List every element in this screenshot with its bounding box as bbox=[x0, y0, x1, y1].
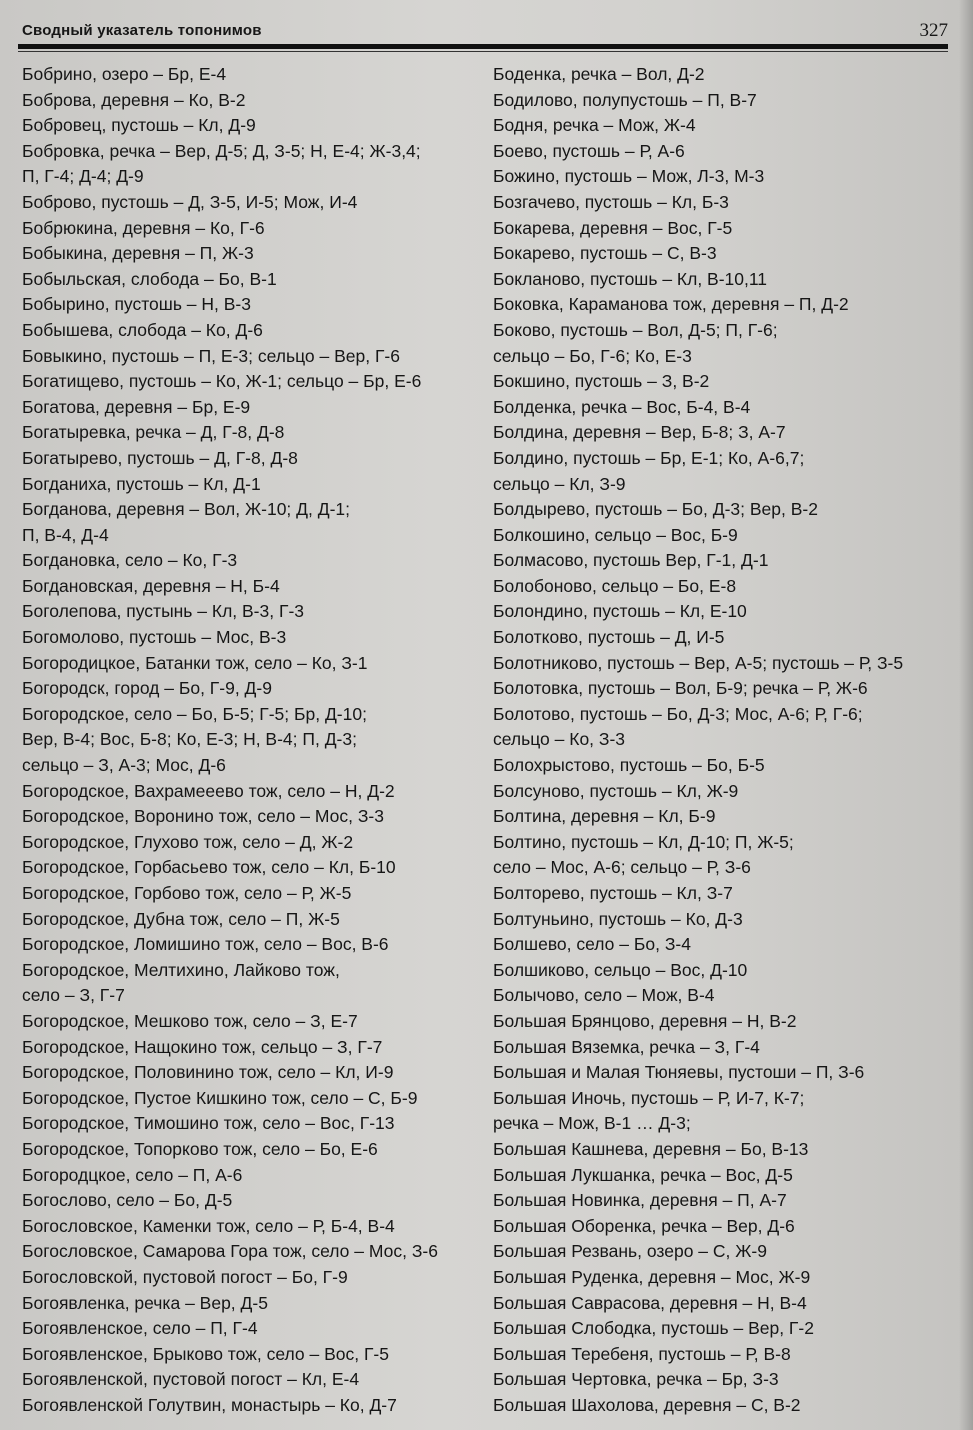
index-entry: Боковка, Караманова тож, деревня – П, Д-2 bbox=[493, 294, 849, 315]
index-entry: Вер, В-4; Вос, Б-8; Ко, Е-3; Н, В-4; П, Д-3; bbox=[22, 729, 357, 750]
index-entry: Богатова, деревня – Бр, Е-9 bbox=[22, 396, 251, 417]
index-entry: Богородское, Горбово тож, село – Р, Ж-5 bbox=[22, 883, 352, 903]
index-entry: Болотово, пустошь – Бо, Д-3; Мос, А-6; Р, Г-6; bbox=[493, 703, 863, 724]
index-entry: Бокланово, пустошь – Кл, В-10,11 bbox=[493, 268, 768, 289]
index-entry: Богданиха, пустошь – Кл, Д-1 bbox=[22, 473, 261, 494]
index-entry: Богдановская, деревня – Н, Б-4 bbox=[22, 575, 280, 596]
index-entry: Болтина, деревня – Кл, Б-9 bbox=[493, 806, 716, 827]
index-entry: Богородское, Топорково тож, село – Бо, Е-6 bbox=[22, 1138, 378, 1159]
index-entry: Богородское, Воронино тож, село – Мос, З-3 bbox=[22, 806, 384, 827]
index-entry: Большая Кашнева, деревня – Бо, В-13 bbox=[493, 1138, 809, 1159]
index-entry: Бобыкина, деревня – П, Ж-3 bbox=[22, 243, 254, 264]
index-entry: Большая Слободка, пустошь – Вер, Г-2 bbox=[493, 1318, 814, 1339]
index-entry: сельцо – Ко, З-3 bbox=[493, 729, 626, 750]
index-entry: Болычово, село – Мож, В-4 bbox=[493, 985, 715, 1006]
index-entry: сельцо – Бо, Г-6; Ко, Е-3 bbox=[493, 345, 692, 366]
index-entry: Бобышева, слобода – Ко, Д-6 bbox=[22, 319, 263, 340]
index-entry: Богородское, Дубна тож, село – П, Ж-5 bbox=[22, 908, 340, 929]
index-entry: Большая Брянцово, деревня – Н, В-2 bbox=[493, 1010, 797, 1031]
index-entry: Бобыльская, слобода – Бо, В-1 bbox=[22, 268, 277, 289]
index-entry: Болондино, пустошь – Кл, Е-10 bbox=[493, 601, 747, 622]
index-entry: Болотовка, пустошь – Вол, Б-9; речка – Р, Ж-6 bbox=[493, 678, 868, 699]
index-entry: Богородское, Нащокино тож, сельцо – З, Г-7 bbox=[22, 1036, 383, 1057]
index-entry: Болдырево, пустошь – Бо, Д-3; Вер, В-2 bbox=[493, 499, 818, 520]
index-entry: Большая Саврасова, деревня – Н, В-4 bbox=[493, 1292, 807, 1313]
index-entry: речка – Мож, В-1 … Д-3; bbox=[493, 1113, 691, 1134]
index-entry: Болотково, пустошь – Д, И-5 bbox=[493, 627, 725, 648]
index-entry: Богородское, Горбасьево тож, село – Кл, Б-10 bbox=[22, 857, 396, 878]
index-entry: Боброво, пустошь – Д, З-5, И-5; Мож, И-4 bbox=[22, 191, 358, 212]
index-entry: Боево, пустошь – Р, А-6 bbox=[493, 140, 685, 161]
index-entry: Бозгачево, пустошь – Кл, Б-3 bbox=[493, 191, 729, 212]
index-entry: Бобровец, пустошь – Кл, Д-9 bbox=[22, 115, 256, 136]
index-entry: Болдино, пустошь – Бр, Е-1; Ко, А-6,7; bbox=[493, 447, 805, 468]
index-entry: Богородское, Глухово тож, село – Д, Ж-2 bbox=[22, 831, 354, 852]
index-entry: Болтино, пустошь – Кл, Д-10; П, Ж-5; bbox=[493, 831, 794, 852]
index-entry: Бодилово, полупустошь – П, В-7 bbox=[493, 89, 757, 110]
index-entry: Большая Руденка, деревня – Мос, Ж-9 bbox=[493, 1266, 811, 1287]
index-entry: Богородцкое, село – П, А-6 bbox=[22, 1164, 243, 1185]
index-entry: Бобровка, речка – Вер, Д-5; Д, З-5; Н, Е-4; Ж-3,4; bbox=[22, 140, 421, 161]
index-entry: село – З, Г-7 bbox=[22, 985, 125, 1006]
index-entry: Болмасово, пустошь Вер, Г-1, Д-1 bbox=[493, 550, 769, 571]
index-entry: Болкошино, сельцо – Вос, Б-9 bbox=[493, 524, 738, 545]
index-entry: Богородск, город – Бо, Г-9, Д-9 bbox=[22, 678, 272, 699]
index-entry: Богословское, Самарова Гора тож, село – Мос, З-6 bbox=[22, 1241, 438, 1262]
index-entry: сельцо – З, А-3; Мос, Д-6 bbox=[22, 755, 226, 776]
index-entry: Болдина, деревня – Вер, Б-8; З, А-7 bbox=[493, 422, 786, 443]
index-entry: село – Мос, А-6; сельцо – Р, З-6 bbox=[493, 857, 751, 878]
index-entry: Бодня, речка – Мож, Ж-4 bbox=[493, 115, 696, 136]
index-entry: Богородское, Вахрамееево тож, село – Н, Д-2 bbox=[22, 780, 395, 801]
header-rule-thick bbox=[18, 44, 948, 49]
index-entry: Богатырево, пустошь – Д, Г-8, Д-8 bbox=[22, 447, 298, 468]
index-entry: П, Г-4; Д-4; Д-9 bbox=[22, 166, 144, 187]
index-entry: Богородское, Мелтихино, Лайково тож, bbox=[22, 959, 340, 980]
index-entry: Болшево, село – Бо, З-4 bbox=[493, 934, 691, 955]
index-entry: Богоявленка, речка – Вер, Д-5 bbox=[22, 1292, 268, 1313]
index-entry: П, В-4, Д-4 bbox=[22, 524, 109, 545]
index-entry: Болотниково, пустошь – Вер, А-5; пустошь – Р, З-5 bbox=[493, 652, 904, 673]
index-entry: Болобоново, сельцо – Бо, Е-8 bbox=[493, 575, 737, 596]
index-entry: Богоявленское, Брыково тож, село – Вос, Г-5 bbox=[22, 1343, 389, 1364]
index-entry: Болсуново, пустошь – Кл, Ж-9 bbox=[493, 780, 739, 801]
index-entry: Бовыкино, пустошь – П, Е-3; сельцо – Вер, Г-6 bbox=[22, 345, 400, 366]
index-entry: Бокшино, пустошь – З, В-2 bbox=[493, 371, 710, 392]
index-entry: Большая Вяземка, речка – З, Г-4 bbox=[493, 1036, 760, 1057]
index-entry: Болохрыстово, пустошь – Бо, Б-5 bbox=[493, 755, 765, 776]
index-entry: Большая Чертовка, речка – Бр, З-3 bbox=[493, 1369, 779, 1390]
page-edge-shadow bbox=[959, 0, 973, 1430]
index-entry: Болденка, речка – Вос, Б-4, В-4 bbox=[493, 396, 751, 417]
index-entry: Богоявленской Голутвин, монастырь – Ко, Д-7 bbox=[22, 1394, 397, 1415]
right-column bbox=[493, 62, 963, 1418]
index-entry: Богослово, село – Бо, Д-5 bbox=[22, 1190, 233, 1211]
index-entry: Богданова, деревня – Вол, Ж-10; Д, Д-1; bbox=[22, 499, 350, 520]
index-entry: Бокарево, пустошь – С, В-3 bbox=[493, 243, 717, 264]
index-entry: Богдановка, село – Ко, Г-3 bbox=[22, 550, 238, 571]
index-entry: Богатищево, пустошь – Ко, Ж-1; сельцо – Бр, Е-6 bbox=[22, 371, 422, 392]
running-header bbox=[18, 18, 958, 44]
index-entry: Боково, пустошь – Вол, Д-5; П, Г-6; bbox=[493, 319, 778, 340]
index-entry: Большая Иночь, пустошь – Р, И-7, К-7; bbox=[493, 1087, 805, 1108]
index-entry: Большая Оборенка, речка – Вер, Д-6 bbox=[493, 1215, 795, 1236]
index-entry: Богатыревка, речка – Д, Г-8, Д-8 bbox=[22, 422, 285, 443]
index-entry: Богородское, Тимошино тож, село – Вос, Г-13 bbox=[22, 1113, 395, 1134]
index-entry: Большая Лукшанка, речка – Вос, Д-5 bbox=[493, 1164, 793, 1185]
index-entry: Богородское, село – Бо, Б-5; Г-5; Бр, Д-10; bbox=[22, 703, 367, 724]
index-entry: Бобрино, озеро – Бр, Е-4 bbox=[22, 64, 227, 84]
index-entry: Богородское, Пустое Кишкино тож, село – С, Б-9 bbox=[22, 1087, 418, 1108]
index-entry: Болшиково, сельцо – Вос, Д-10 bbox=[493, 959, 748, 980]
index-entry: Большая Теребеня, пустошь – Р, В-8 bbox=[493, 1343, 791, 1364]
index-entry: Богословской, пустовой погост – Бо, Г-9 bbox=[22, 1266, 348, 1287]
index-entry: Большая Резвань, озеро – С, Ж-9 bbox=[493, 1241, 767, 1262]
left-column bbox=[22, 62, 482, 1418]
index-entry: Болтуньино, пустошь – Ко, Д-3 bbox=[493, 908, 743, 929]
index-entry: Богородское, Мешково тож, село – З, Е-7 bbox=[22, 1010, 358, 1031]
index-entry: Богоявленское, село – П, Г-4 bbox=[22, 1318, 258, 1339]
header-title: Сводный указатель топонимов bbox=[22, 22, 262, 39]
index-entry: Болторево, пустошь – Кл, З-7 bbox=[493, 883, 733, 903]
index-entry: Бобырино, пустошь – Н, В-3 bbox=[22, 294, 251, 315]
index-entry: Большая Новинка, деревня – П, А-7 bbox=[493, 1190, 787, 1211]
index-entry: Большая и Малая Тюняевы, пустоши – П, З-6 bbox=[493, 1062, 865, 1083]
index-entry: Бокарева, деревня – Вос, Г-5 bbox=[493, 217, 733, 238]
index-entry: Богородское, Половинино тож, село – Кл, И-9 bbox=[22, 1062, 394, 1083]
index-entry: сельцо – Кл, З-9 bbox=[493, 473, 626, 494]
page-number: 327 bbox=[919, 20, 948, 41]
index-entry: Боголепова, пустынь – Кл, В-3, Г-3 bbox=[22, 601, 305, 622]
index-entry: Большая Шахолова, деревня – С, В-2 bbox=[493, 1394, 801, 1415]
index-entry: Богословское, Каменки тож, село – Р, Б-4, В-4 bbox=[22, 1215, 395, 1236]
index-entry: Божино, пустошь – Мож, Л-3, М-3 bbox=[493, 166, 765, 187]
index-entry: Богоявленской, пустовой погост – Кл, Е-4 bbox=[22, 1369, 360, 1390]
index-entry: Боброва, деревня – Ко, В-2 bbox=[22, 89, 246, 110]
index-entry: Богородское, Ломишино тож, село – Вос, В-6 bbox=[22, 934, 389, 955]
index-entry: Боденка, речка – Вол, Д-2 bbox=[493, 64, 705, 84]
index-entry: Бобрюкина, деревня – Ко, Г-6 bbox=[22, 217, 265, 238]
index-entry: Богородицкое, Батанки тож, село – Ко, З-1 bbox=[22, 652, 368, 673]
index-entry: Богомолово, пустошь – Мос, В-3 bbox=[22, 627, 287, 648]
header-rule-thin bbox=[18, 51, 948, 52]
